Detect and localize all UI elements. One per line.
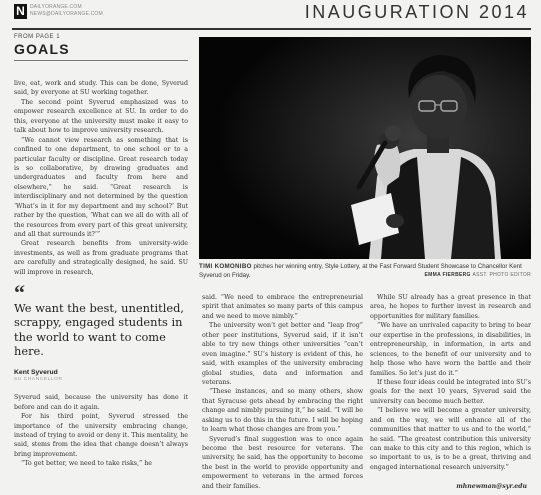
event-photo [199,37,531,259]
pull-quote: We want the best, unentitled, scrappy, engaged students in the world to want to come here. [14,301,185,358]
website-link[interactable]: DAILYORANGE.COM [30,4,82,10]
paragraph: “We have an unrivaled capacity to bring to bear our expertise in the professions, in disabilities, in entrepreneurship, in information, in arts and sciences, to the benefit of our university and to help those who have worn the battle and their families. So let’s just do it.” [370,322,531,377]
paragraph: Great research benefits from university-wide investments, as well as from graduate programs that are carefully and strategically designed, he said. SU will improve in research, [14,240,188,276]
credit-name: EMMA FIERBERG [424,272,471,278]
left-column [14,34,188,469]
photo-credit [425,272,531,278]
article-column-2 [202,293,363,491]
paragraph: While SU already has a great presence in that area, he hopes to further invest in research and opportunities for military families. [370,294,531,320]
author-email[interactable]: mhnewman@syr.edu [456,483,527,490]
paragraph: “These instances, and so many others, show that Syracuse gets ahead by embracing the right change and nimbly pursuing it,” he said. “I will be asking us to do this in the future. I will be hoping to learn what those changes are from you.” [202,388,363,434]
paragraph: The second point Syverud emphasized was to empower research excellence at SU. In order to do this, everyone at the university must make it easy to talk about how to improve university research. [14,98,188,135]
jump-headline: GOALS [14,41,70,57]
paragraph: The university won’t get better and “leap frog” other peer institutions, Syverud said, if it isn’t able to try new things other universities “can’t even imagine.” SU’s history is evident of this, he said, with examples of the university embracing global studies, data and information and veterans. [202,322,363,386]
paragraph: Syverud said, because the university has done it before and can do it again. [14,394,188,411]
photo-illustration [199,37,531,259]
paragraph: “To get better, we need to take risks,” he [21,460,152,468]
paragraph: Syverud’s final suggestion was to once again become the best resource for veterans. The university, he said, has the opportunity to become the best in the world to provide opportunity and empowerment to veterans in the armed forces and their families. [202,435,363,490]
article-body-left [14,79,188,277]
quote-attribution-title: SU CHANCELLOR [14,377,63,383]
logo: N [14,4,27,19]
credit-role: ASST. PHOTO EDITOR [472,272,531,278]
paragraph: said. “We need to embrace the entrepreneurial spirit that animates so many parts of this campus and we need to move nimbly.” [202,294,363,320]
paragraph: If these four ideas could be integrated into SU’s goals for the next 10 years, Syverud said the university can become much better. [370,378,531,405]
header-divider [12,28,531,30]
article-column-3 [370,293,531,472]
article-body-left-bottom [14,393,188,469]
masthead-contact [30,4,103,18]
caption-text: pitches her winning entry, Style Lottery, at the Fast Forward Student Showcase to Chancellor Kent Syverud on Friday. [199,263,522,279]
jump-label: FROM PAGE 1 [14,34,61,40]
headline-divider [14,60,188,61]
quote-icon: “ [14,280,25,306]
email-link[interactable]: NEWS@DAILYORANGE.COM [30,11,103,17]
quote-attribution-name: Kent Syverud [14,369,58,377]
caption-subject: TIMI KOMONIBO [199,263,252,270]
paragraph: For his third point, Syverud stressed the importance of the university embracing change, instead of trying to avoid or deny it. This mentality, he said, stems from the idea that change doesn’t always bring improvement. [14,413,188,458]
paragraph: “We cannot view research as something that is confined to one department, to one school or to a particular faculty or discipline. Great research today is so collaborative, by drawing graduates and undergraduates and faculty from here and elsewhere,” he said. “Great research is interdisciplinary and not determined by the question ‘What’s in it for my department and my school?’ But rather by the question, ‘What can we all do with all of the resources from every part of this great university, and all that surrounds it?’” [14,136,188,238]
paragraph: live, eat, work and study. This can be done, Syverud said, by everyone at SU working together. [14,80,188,97]
section-title: INAUGURATION 2014 [304,2,529,22]
paragraph: “I believe we will become a greater university, and on the way, we will enhance all of the communities that matter to us and to the world,” he said. “The greatest contribution this university can make to this city and to this region, which is so important to us, is to be a great, thriving and engaged international research university.” [370,407,531,471]
